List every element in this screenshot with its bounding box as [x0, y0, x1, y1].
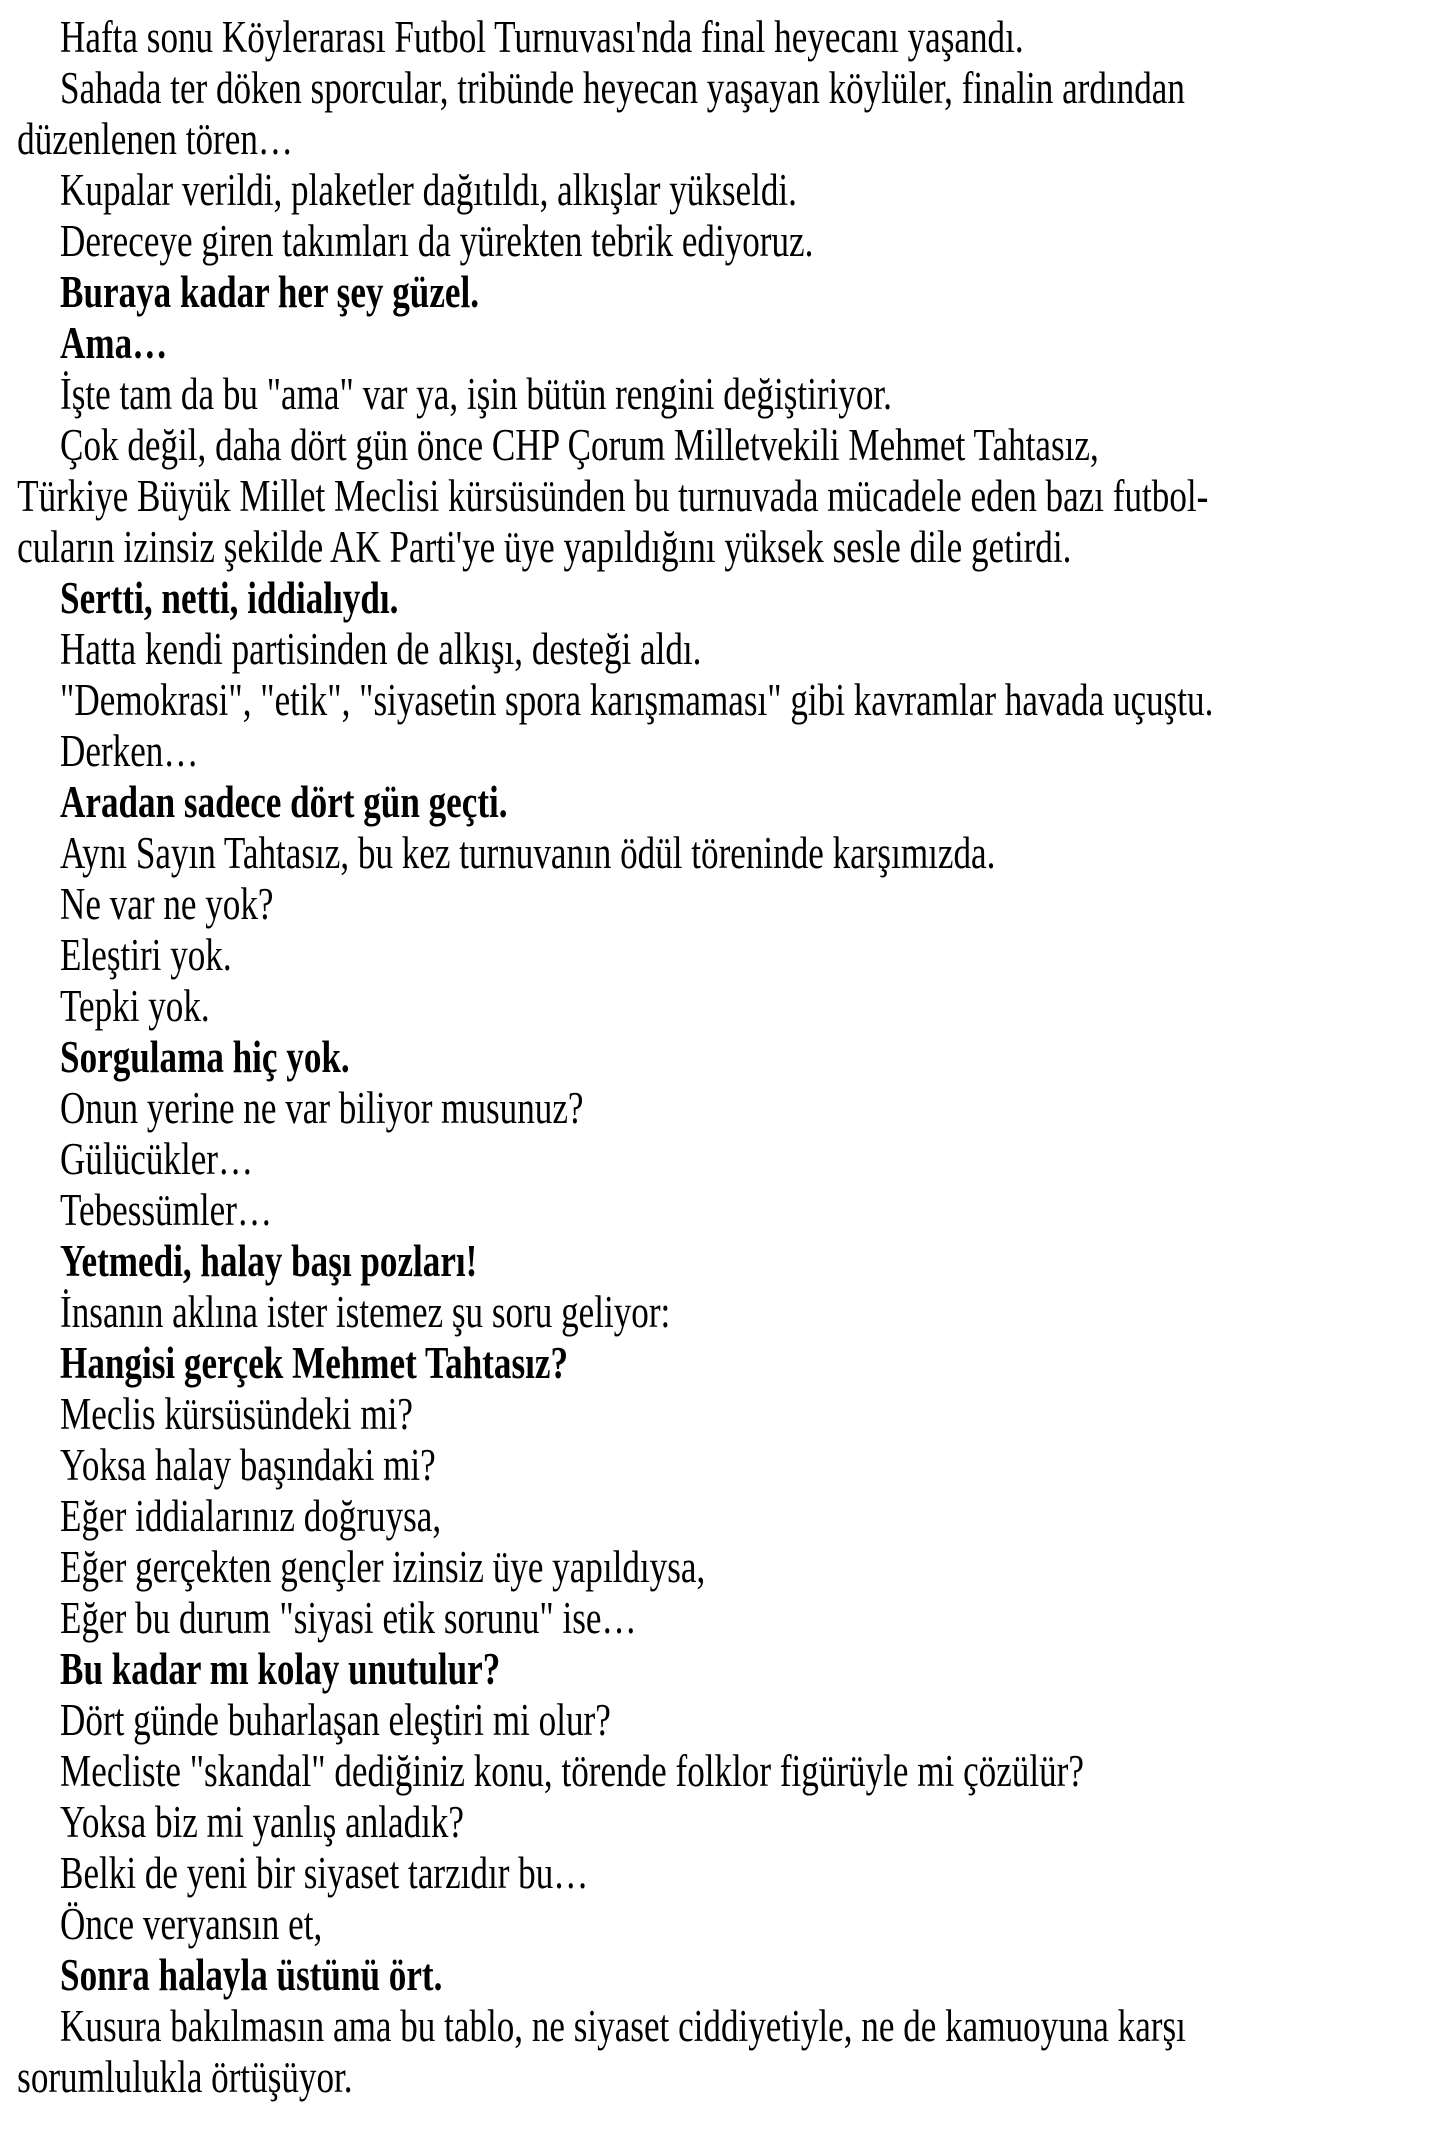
text-line: sorumlulukla örtüşüyor.: [17, 2052, 353, 2102]
text-line: Onun yerine ne var biliyor musunuz?: [60, 1083, 584, 1133]
text-line: Bu kadar mı kolay unutulur?: [60, 1644, 501, 1694]
text-line: Derken…: [60, 726, 199, 776]
text-line: İnsanın aklına ister istemez şu soru geliyor:: [60, 1287, 671, 1337]
text-line: Sertti, netti, iddialıydı.: [60, 573, 399, 623]
text-line: Belki de yeni bir siyaset tarzıdır bu…: [60, 1848, 589, 1898]
text-line: Yetmedi, halay başı pozları!: [60, 1236, 478, 1286]
text-line: Meclis kürsüsündeki mi?: [60, 1389, 413, 1439]
text-line: Sonra halayla üstünü ört.: [60, 1950, 443, 2000]
text-line: Hangisi gerçek Mehmet Tahtasız?: [60, 1338, 569, 1388]
text-line: düzenlenen tören…: [17, 114, 293, 164]
text-line: Tepki yok.: [60, 981, 210, 1031]
text-line: Buraya kadar her şey güzel.: [60, 267, 480, 317]
text-line: Kusura bakılmasın ama bu tablo, ne siyaset ciddiyetiyle, ne de kamuoyuna karşı: [60, 2001, 1186, 2051]
text-line: Türkiye Büyük Millet Meclisi kürsüsünden bu turnuvada mücadele eden bazı futbol-: [17, 471, 1209, 521]
text-line: Eğer gerçekten gençler izinsiz üye yapıldıysa,: [60, 1542, 706, 1592]
text-line: cuların izinsiz şekilde AK Parti'ye üye yapıldığını yüksek sesle dile getirdi.: [17, 522, 1072, 572]
text-line: Dereceye giren takımları da yürekten tebrik ediyoruz.: [60, 216, 814, 266]
text-line: Mecliste "skandal" dediğiniz konu, törende folklor figürüyle mi çözülür?: [60, 1746, 1084, 1796]
text-line: Önce veryansın et,: [60, 1899, 323, 1949]
text-line: Aradan sadece dört gün geçti.: [60, 777, 508, 827]
text-line: "Demokrasi", "etik", "siyasetin spora karışmaması" gibi kavramlar havada uçuştu.: [60, 675, 1214, 725]
text-line: Çok değil, daha dört gün önce CHP Çorum Milletvekili Mehmet Tahtasız,: [60, 420, 1099, 470]
text-line: Eğer iddialarınız doğruysa,: [60, 1491, 442, 1541]
text-line: Yoksa biz mi yanlış anladık?: [60, 1797, 465, 1847]
text-line: Ne var ne yok?: [60, 879, 274, 929]
text-line: Eğer bu durum "siyasi etik sorunu" ise…: [60, 1593, 637, 1643]
text-line: Tebessümler…: [60, 1185, 273, 1235]
text-line: Hafta sonu Köylerarası Futbol Turnuvası'nda final heyecanı yaşandı.: [60, 12, 1024, 62]
text-line: Aynı Sayın Tahtasız, bu kez turnuvanın ödül töreninde karşımızda.: [60, 828, 996, 878]
text-line: Gülücükler…: [60, 1134, 254, 1184]
text-line: Eleştiri yok.: [60, 930, 232, 980]
text-line: Dört günde buharlaşan eleştiri mi olur?: [60, 1695, 611, 1745]
text-line: Hatta kendi partisinden de alkışı, desteği aldı.: [60, 624, 702, 674]
text-line: Yoksa halay başındaki mi?: [60, 1440, 436, 1490]
text-line: Sahada ter döken sporcular, tribünde heyecan yaşayan köylüler, finalin ardından: [60, 63, 1185, 113]
text-line: Ama…: [60, 318, 168, 368]
text-line: Kupalar verildi, plaketler dağıtıldı, alkışlar yükseldi.: [60, 165, 797, 215]
text-line: İşte tam da bu "ama" var ya, işin bütün rengini değiştiriyor.: [60, 369, 892, 419]
text-line: Sorgulama hiç yok.: [60, 1032, 350, 1082]
